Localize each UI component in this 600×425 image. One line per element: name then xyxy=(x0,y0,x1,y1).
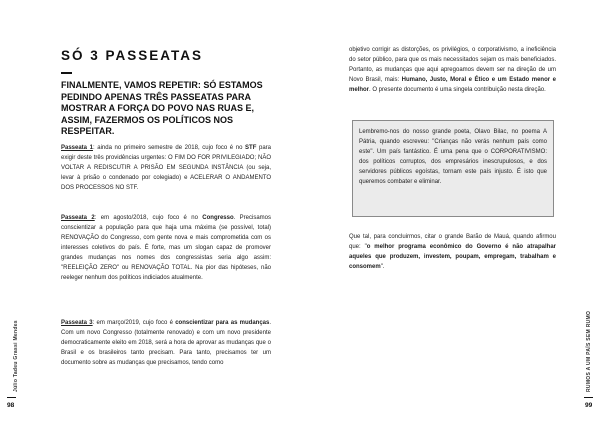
conclusion-paragraph: objetivo corrigir as distorções, os privilégios, o corporativismo, a ineficiência do setor público, para que os mais necessitados sejam os mais beneficiados. Portanto, as mudanças que aqui apregoamos devem ser na direção de um Novo Brasil, mais: Humano, Justo, Moral e Ético e um Estado menor e melhor. O presente documento é uma singela contribuição nesta direção. xyxy=(349,47,556,93)
section-subtitle: FINALMENTE, VAMOS REPETIR: SÓ ESTAMOS PEDINDO APENAS TRÊS PASSEATAS PARA MOSTRAR A FORÇA DO POVO NAS RUAS E, ASSIM, FAZERMOS OS POLÍTICOS NOS RESPEITAR. xyxy=(61,80,263,136)
right-page xyxy=(300,0,600,425)
passeata-1-paragraph: Passeata 1: ainda no primeiro semestre de 2018, cujo foco é no STF para exigir deste três providências urgentes: O FIM DO FOR PRIVILEGIADO; NÃO VOLTAR A REDISCUTIR A PRISÃO EM SEGUNDA INSTÂNCIA (ou seja, levar à prisão o condenado por colegiado) e ACELERAR O ANDAMENTO DOS PROCESSOS NO STF. xyxy=(61,145,271,191)
section-title: SÓ 3 PASSEATAS xyxy=(61,48,204,63)
passeata-2-paragraph: Passeata 2: em agosto/2018, cujo foco é no Congresso. Precisamos conscientizar a população para que haja uma máxima (se possível, total) RENOVAÇÃO do Congresso, com gente nova e mais comprometida com os interesses coletivos do país. É forte, mas um slogan capaz de promover grandes mudanças nos nomes dos congressistas seria algo assim: "REELEIÇÃO ZERO" ou RENOVAÇÃO TOTAL. Na pior das hipóteses, não reeleger nenhum dos políticos indiciados atualmente. xyxy=(61,215,271,281)
page-number: 98 xyxy=(7,402,15,409)
page-number-rule xyxy=(7,397,16,398)
page-number: 99 xyxy=(585,402,593,409)
title-divider xyxy=(61,72,72,74)
book-running-head: RUMOS A UM PAÍS SEM RUMO xyxy=(586,310,592,392)
passeata-1-label: Passeata 1 xyxy=(61,145,93,151)
author-running-head: Júlio Tadeu Grassi Mendes xyxy=(13,320,19,392)
quote-box: Lembremo-nos do nosso grande poeta, Olavo Bilac, no poema A Pátria, quando escreveu: "Crianças não verás nenhum país como este". Um país fantástico. É uma pena que o CORPORATIVISMO: dos políticos corruptos, dos empresários inescrupulosos, e dos servidores públicos egoístas, tornam este país injusto. É isto que queremos combater e eliminar. xyxy=(352,120,554,217)
passeata-3-paragraph: Passeata 3: em março/2019, cujo foco é conscientizar para as mudanças. Com um novo Congresso (totalmente renovado) e com um novo presidente democraticamente eleito em 2018, será a hora de aprovar as mudanças que o Brasil e os brasileiros tanto precisam. Para tanto, precisamos ter um documento sobre as mudanças que precisamos, tendo como xyxy=(61,320,272,366)
page-number-rule xyxy=(584,397,593,398)
passeata-3-label: Passeata 3 xyxy=(61,320,93,326)
closing-paragraph: Que tal, para concluirmos, citar o grande Barão de Mauá, quando afirmou que: "o melhor programa econômico do Governo é não atrapalhar aqueles que produzem, investem, poupam, empregam, trabalham e consomem". xyxy=(349,234,556,270)
passeata-2-label: Passeata 2 xyxy=(61,215,95,221)
